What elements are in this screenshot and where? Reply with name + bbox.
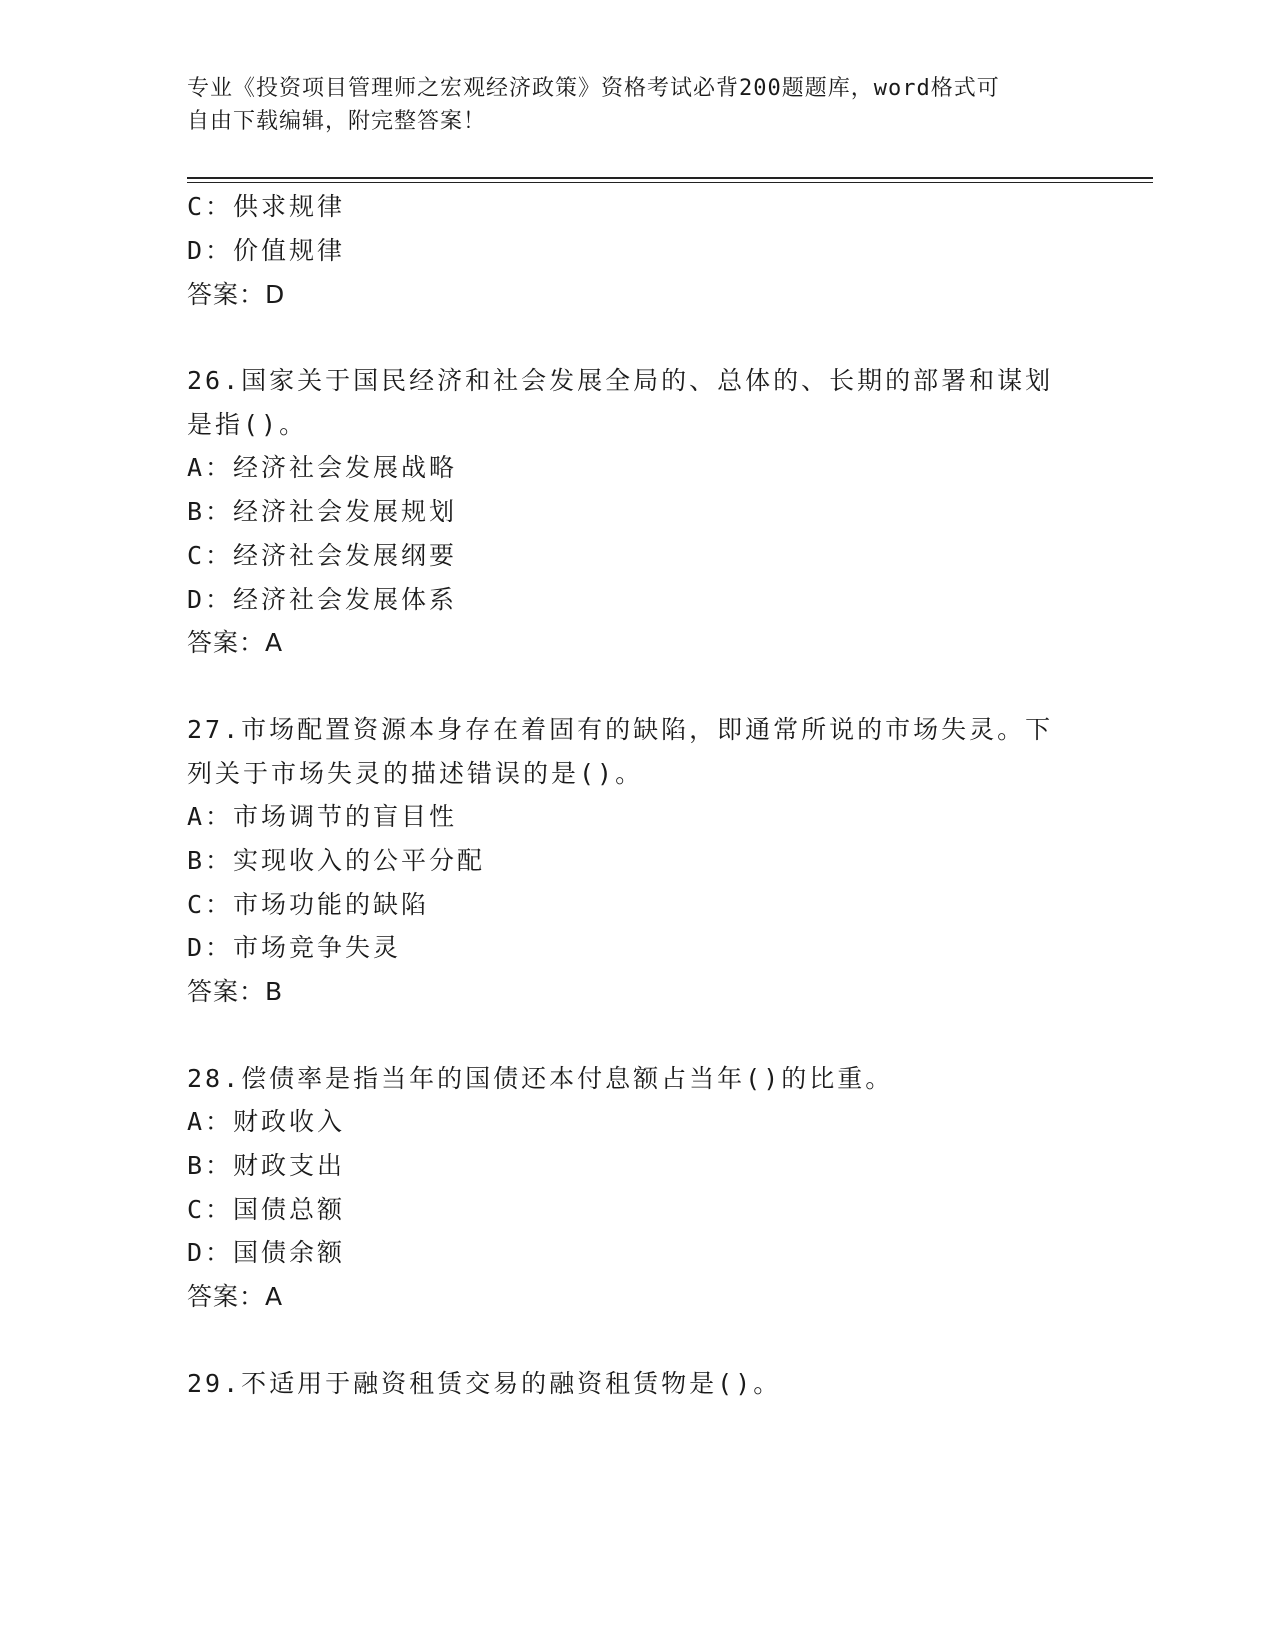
option-c: C：经济社会发展纲要 bbox=[187, 541, 458, 570]
option-b: B：经济社会发展规划 bbox=[187, 497, 458, 526]
header-divider-thin bbox=[187, 182, 1153, 183]
question-stem: 27.市场配置资源本身存在着固有的缺陷，即通常所说的市场失灵。下 bbox=[187, 715, 1054, 744]
answer: 答案：A bbox=[187, 1282, 284, 1311]
question-stem: 29.不适用于融资租赁交易的融资租赁物是()。 bbox=[187, 1369, 782, 1398]
option-d: D：市场竞争失灵 bbox=[187, 933, 402, 962]
question-stem: 列关于市场失灵的描述错误的是()。 bbox=[187, 759, 644, 788]
option-d: D：国债余额 bbox=[187, 1238, 346, 1267]
option-d: D：经济社会发展体系 bbox=[187, 585, 458, 614]
header-line-1: 专业《投资项目管理师之宏观经济政策》资格考试必背200题题库，word格式可 bbox=[187, 76, 1000, 101]
option-b: B：财政支出 bbox=[187, 1151, 346, 1180]
option-a: A：经济社会发展战略 bbox=[187, 453, 458, 482]
option-c: C：供求规律 bbox=[187, 192, 346, 221]
option-d: D：价值规律 bbox=[187, 236, 346, 265]
option-b: B：实现收入的公平分配 bbox=[187, 846, 486, 875]
header-divider-thick bbox=[187, 177, 1153, 179]
question-stem: 是指()。 bbox=[187, 410, 308, 439]
option-c: C：市场功能的缺陷 bbox=[187, 890, 430, 919]
question-stem: 26.国家关于国民经济和社会发展全局的、总体的、长期的部署和谋划 bbox=[187, 366, 1054, 395]
option-a: A：市场调节的盲目性 bbox=[187, 802, 458, 831]
option-a: A：财政收入 bbox=[187, 1107, 346, 1136]
option-c: C：国债总额 bbox=[187, 1195, 346, 1224]
answer: 答案：B bbox=[187, 977, 284, 1006]
header-line-2: 自由下载编辑，附完整答案！ bbox=[187, 109, 487, 134]
answer: 答案：A bbox=[187, 628, 284, 657]
answer: 答案：D bbox=[187, 280, 286, 309]
question-stem: 28.偿债率是指当年的国债还本付息额占当年()的比重。 bbox=[187, 1064, 894, 1093]
page-header bbox=[187, 72, 1067, 138]
